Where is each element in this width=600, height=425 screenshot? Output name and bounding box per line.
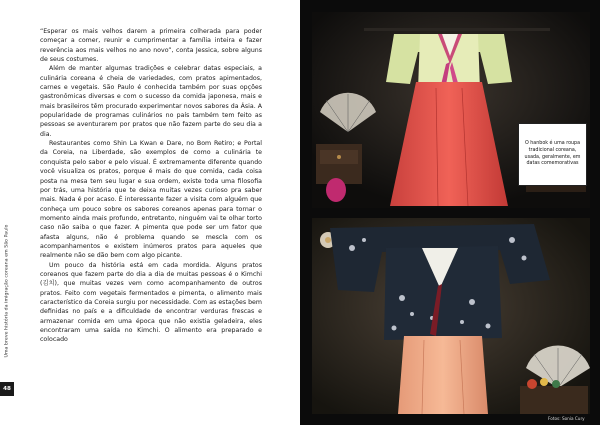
right-page: [300, 0, 600, 425]
article-body: [40, 27, 262, 345]
photo-credit: Fotos: Sonia Cury: [548, 416, 585, 421]
paragraph: Além de manter algumas tradições e celebrar datas especiais, a culinária coreana é cheia de variedades, com pratos apimentados, carnes e vegetais. São Paulo é conhecida também por suas opções gastronômicas diversas e com o sucesso da comida japonesa, mais e mais brasileiros têm procurado experimentar novos sabores da Ásia. A popularidade de programas culinários no país também tem feito as pessoas se aventurarem por pratos que não fazem parte do seu dia a dia.: [40, 65, 262, 138]
page-number: 48: [0, 382, 14, 396]
photo-caption: O hanbok é uma roupa tradicional coreana, usada, geralmente, em datas comemorativas: [518, 123, 587, 186]
paragraph: Um pouco da história está em cada mordida. Alguns pratos coreanos que fazem parte do dia a dia de muitas pessoas é o Kimchi (김치), que muitas vezes vem como acompanhamento de outros pratos. Feito com vegetais fermentados e pimenta, o alimento mais característico da Coreia surgiu por necessidade. Com as estações bem definidas no país e a dificuldade de encontrar verduras frescas e armazenar comida em uma época que não existia geladeira, eles encontraram uma saída no Kimchi. O alimento era preparado e colocado: [40, 261, 262, 344]
hanbok-photo-bottom: [312, 218, 590, 414]
running-head: Uma breve história da imigração coreana em São Paulo: [4, 224, 10, 358]
paragraph: Restaurantes como Shin La Kwan e Dare, no Bom Retiro; e Portal da Coreia, na Liberdade, são exemplos de como a culinária te conquista pelo sabor e pelo visual. É extremamente diferente quando você visualiza os pratos, porque é mais do que comida, cada coisa posta na mesa tem seu lugar e sua ordem, existe toda uma filosofia por trás, uma história que te deixa muitas vezes curioso pra saber mais. Nada é por acaso. É interessante fazer a visita com alguém que conheça um pouco sobre os sabores coreanos apenas para tornar o momento ainda mais profundo, entretanto, ninguém vai te olhar torto caso não saiba o que fazer. A pimenta que pode ser um fator que afasta alguns, não é problema quando se mescla com os acompanhamentos e existem inúmeros pratos para aqueles que realmente não se dão bem com algo picante.: [40, 140, 262, 260]
paragraph: “Esperar os mais velhos darem a primeira colherada para poder começar a comer, reunir e cumprimentar a família inteira e fazer reverência aos mais velhos no ano novo”, conta Jessica, sobre alguns de seus costumes.: [40, 28, 262, 64]
hanbok-illustration-bottom: [312, 218, 590, 414]
